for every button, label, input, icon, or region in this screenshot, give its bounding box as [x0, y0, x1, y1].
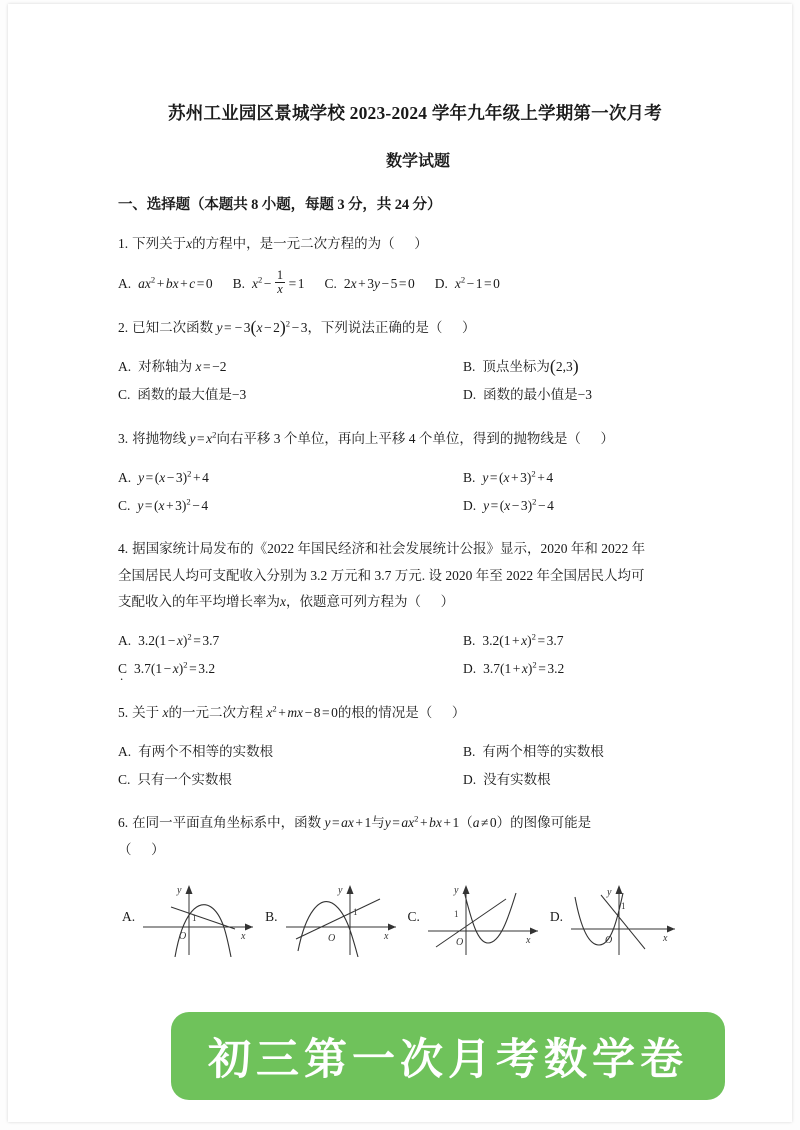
option-label: B.: [232, 275, 245, 291]
tick-label-one: 1: [352, 906, 358, 917]
question-5-stem-variable: x: [162, 704, 169, 720]
graph-d: [565, 877, 685, 957]
option-math: $x^2 - 1 = 0$: [454, 274, 500, 291]
axis-label-x: x: [241, 930, 246, 942]
origin-label: O: [605, 934, 613, 946]
tick-label-one: 1: [621, 900, 626, 911]
question-6-option-d[interactable]: [550, 877, 685, 957]
axis-label-x: x: [525, 934, 531, 946]
question-5-stem-math: $x^2$ + mx − 8 = 0: [266, 703, 338, 720]
question-3-stem-end: ）: [600, 430, 615, 446]
question-3-number: 3.: [118, 430, 129, 446]
option-math: $3.7(1 - x)^2 = 3.2$: [134, 659, 216, 676]
question-4-option-c[interactable]: [118, 655, 463, 683]
option-text: 顶点坐标为: [482, 359, 550, 375]
question-2-stem-end: ）: [462, 320, 476, 335]
question-2-option-d[interactable]: [463, 381, 592, 409]
question-1-option-d[interactable]: [435, 270, 500, 298]
question-1-stem-suffix: 的方程中，是一元二次方程的为（: [192, 236, 395, 252]
axis-label-x: x: [663, 932, 668, 944]
option-label: D.: [434, 275, 448, 291]
question-6-stem-cond: （: [459, 815, 473, 831]
question-6-graph-options: [122, 877, 718, 957]
question-1-stem-prefix: 下列关于: [132, 236, 187, 252]
question-5-stem-end: ）: [451, 704, 466, 720]
question-5-option-d[interactable]: [463, 766, 551, 794]
option-math: $3.7(1 + x)^2 = 3.2$: [483, 659, 565, 676]
question-2-stem-prefix: 已知二次函数: [132, 320, 214, 335]
question-1: [118, 231, 718, 298]
option-label: C.: [324, 275, 337, 291]
question-1-options: [118, 270, 718, 298]
axis-label-y: y: [337, 884, 342, 896]
question-2-option-b[interactable]: [463, 353, 579, 381]
option-label: A.: [118, 359, 132, 375]
question-2-stem: [118, 315, 718, 341]
question-2-option-c[interactable]: [118, 381, 463, 409]
question-6-paren-close: ）: [151, 841, 165, 857]
paper-content: [118, 100, 718, 957]
option-text: 没有实数根: [483, 771, 551, 787]
option-label: B.: [463, 359, 476, 375]
option-math: $y = (x - 3)^2 + 4$: [138, 468, 209, 485]
exam-paper-page: [8, 4, 792, 1122]
axis-label-y: y: [177, 884, 182, 896]
question-3-stem-prefix: 将抛物线: [132, 430, 187, 446]
question-4-stem-variable: x: [280, 593, 286, 609]
banner-text: 初三第一次月考数学卷: [208, 1034, 688, 1085]
axis-label-y: y: [607, 886, 612, 898]
option-label: C.: [407, 908, 420, 924]
axis-label-x: x: [383, 930, 388, 942]
question-3-option-a[interactable]: [118, 464, 463, 492]
question-4-stem-line2: 全国居民人均可支配收入分别为 3.2 万元和 3.7 万元. 设 2020 年至 2022 年全国居民人均可: [118, 567, 645, 583]
graph-b: [280, 877, 408, 957]
question-6-option-b[interactable]: [265, 877, 407, 957]
option-label: D.: [549, 908, 564, 924]
option-text: 有两个相等的实数根: [482, 743, 604, 759]
option-text: 对称轴为: [138, 359, 193, 375]
question-4-stem-line3-post: ，依题意可列方程为（: [286, 593, 421, 609]
question-5-stem: [118, 700, 718, 726]
option-math: $ax^2$ + bx + c = 0: [138, 274, 213, 291]
tick-label-one: 1: [192, 912, 197, 923]
question-1-stem-end: ）: [414, 236, 428, 252]
question-6-paren-open: （: [118, 841, 132, 857]
question-4-option-d[interactable]: [463, 655, 564, 683]
question-5-stem-mid: 的一元二次方程: [168, 704, 263, 720]
question-6-number: 6.: [118, 815, 129, 831]
option-math: (2,3): [549, 356, 579, 377]
graph-c: [422, 877, 550, 957]
question-4-stem-end: ）: [440, 593, 455, 609]
question-3-option-d[interactable]: [463, 492, 554, 520]
axis-label-y: y: [453, 884, 459, 896]
question-3-stem-mid: 向右平移 3 个单位，再向上平移 4 个单位，得到的抛物线是（: [216, 430, 581, 446]
question-4-options: [118, 627, 718, 682]
option-label: A.: [118, 275, 132, 291]
question-3-option-b[interactable]: [463, 464, 553, 492]
option-text: 函数的最大值是−3: [137, 386, 247, 402]
option-label: A.: [118, 633, 132, 649]
option-label: D.: [463, 660, 477, 676]
option-label: D.: [463, 386, 477, 402]
option-label: D.: [463, 771, 477, 787]
origin-label: O: [327, 932, 335, 944]
option-text: 函数的最小值是−3: [483, 386, 592, 402]
option-math: $3.2(1 + x)^2 = 3.7$: [482, 631, 564, 649]
question-3-stem-math: $y = x^2$: [189, 429, 217, 446]
question-3-options: [118, 464, 718, 519]
question-6-stem-math-1: y = ax + 1: [324, 815, 372, 831]
question-6-stem-pre: 在同一平面直角坐标系中，函数: [132, 815, 322, 831]
question-4-stem-line1: 据国家统计局发布的《2022 年国民经济和社会发展统计公报》显示，2020 年和 2022 年: [132, 541, 646, 557]
question-2-stem-suffix: ，下列说法正确的是（: [307, 320, 443, 335]
question-2-stem-math: y = − $3(x - 2)^2 - 3$: [216, 317, 308, 338]
question-6-option-a[interactable]: [122, 877, 265, 957]
option-label: B.: [463, 633, 476, 649]
question-4: [118, 536, 718, 682]
question-5-stem-post: 的根的情况是（: [337, 704, 433, 720]
question-1-stem: [118, 231, 718, 257]
question-5-option-a[interactable]: [118, 738, 463, 766]
question-2-options: [118, 353, 718, 408]
question-6-stem-post: ）的图像可能是: [496, 815, 592, 831]
option-math: $x^2$ − $\frac{1}{x}$ = 1: [251, 268, 305, 297]
question-2: [118, 315, 718, 409]
question-1-option-b[interactable]: [233, 270, 305, 298]
tick-label-one: 1: [453, 908, 459, 919]
option-label: B.: [463, 469, 476, 485]
question-5-option-c[interactable]: [118, 766, 463, 794]
question-5-option-b[interactable]: [463, 738, 604, 766]
question-6: [118, 810, 718, 957]
section-heading: 一、选择题（本题共 8 小题，每题 3 分，共 24 分）: [118, 197, 442, 214]
graph-a: [137, 877, 265, 957]
origin-label: O: [455, 936, 464, 948]
option-label: A.: [122, 908, 136, 924]
option-math: $3.2(1 - x)^2 = 3.7$: [138, 631, 220, 649]
option-label: A.: [118, 743, 132, 759]
question-5: [118, 700, 718, 794]
question-5-options: [118, 738, 718, 793]
origin-label: O: [179, 930, 187, 942]
option-math: $y = (x - 3)^2 - 4$: [483, 496, 554, 513]
option-text: 有两个不相等的实数根: [138, 743, 274, 759]
option-label: C.: [118, 497, 131, 513]
question-6-option-c[interactable]: [408, 877, 550, 957]
option-label: B.: [463, 743, 476, 759]
question-4-stem: [118, 536, 718, 615]
question-3-stem: [118, 426, 718, 452]
option-math: $y = (x + 3)^2 + 4$: [482, 468, 554, 485]
question-5-stem-pre: 关于: [132, 704, 160, 720]
option-label: C.: [118, 771, 131, 787]
page-subtitle: 数学试题: [385, 153, 450, 171]
option-label: D.: [463, 497, 477, 513]
question-4-number: 4.: [118, 541, 129, 557]
question-5-number: 5.: [118, 704, 129, 720]
option-label: C.: [118, 386, 131, 402]
page-title: 苏州工业园区景城学校 2023-2024 学年九年级上学期第一次月考: [168, 103, 662, 123]
option-math: x = −2: [192, 359, 227, 375]
question-1-option-a[interactable]: [118, 270, 213, 298]
question-1-stem-variable: x: [186, 236, 193, 252]
question-4-option-a[interactable]: [118, 627, 463, 655]
option-label: A.: [118, 469, 132, 485]
bottom-banner: [171, 1012, 725, 1100]
question-6-stem-cond-math: a ≠ 0: [472, 815, 497, 831]
option-label: B.: [265, 908, 278, 924]
question-2-number: 2.: [118, 320, 129, 335]
option-text: 只有一个实数根: [137, 771, 232, 787]
question-6-stem-math-2: $y = ax^2$ + bx + 1: [384, 813, 460, 831]
option-math: 2x + 3y − 5 = 0: [343, 275, 415, 291]
question-2-option-a[interactable]: [118, 353, 463, 381]
question-3-option-c[interactable]: [118, 492, 463, 520]
option-math: $y = (x + 3)^2 - 4$: [137, 496, 209, 513]
question-4-option-b[interactable]: [463, 627, 563, 655]
question-4-stem-line3-pre: 支配收入的年平均增长率为: [118, 593, 280, 609]
question-3: [118, 426, 718, 520]
question-1-number: 1.: [118, 236, 129, 252]
question-1-option-c[interactable]: [324, 270, 414, 298]
question-6-stem: [118, 810, 718, 863]
question-6-stem-mid: 与: [371, 815, 385, 831]
option-label: C .: [118, 655, 127, 683]
